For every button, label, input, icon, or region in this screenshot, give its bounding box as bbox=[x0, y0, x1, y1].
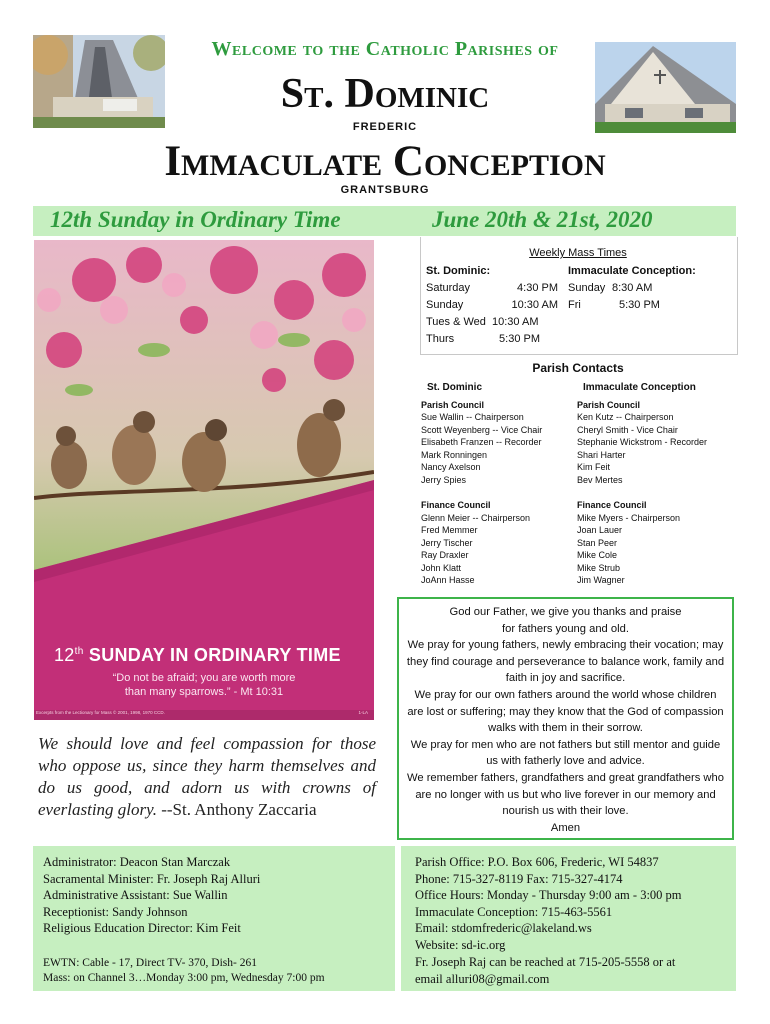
immaculate-contacts: Immaculate Conception Parish Council Ken Kutz -- Chairperson Cheryl Smith - Vice Chair Stephanie Wickstrom - Recorder Shari Harter Kim Feit Bev Mertes Finance Council Mike Myers - Chairperson Joan Lauer Stan Peer Mike Cole Mike Strub Jim Wagner bbox=[577, 382, 708, 585]
mass-times-title: Weekly Mass Times bbox=[529, 247, 627, 259]
office-info-box: Parish Office: P.O. Box 606, Frederic, WI 54837 Phone: 715-327-8119 Fax: 715-327-4174 Office Hours: Monday - Thursday 9:00 am - 3:00 pm Immaculate Conception: 715-463-5561 Email: stdomfrederic@lakeland.ws Website: sd-ic.org Fr. Joseph Raj can be reached at 715-205-5558 or at email alluri08@gmail.com bbox=[401, 846, 736, 991]
bulletin-date: June 20th & 21st, 2020 bbox=[432, 207, 653, 232]
welcome-heading: Welcome to the Catholic Parishes of bbox=[211, 38, 559, 60]
sunday-poster bbox=[34, 240, 374, 720]
poster-verse: “Do not be afraid; you are worth more than many sparrows.” - Mt 10:31 bbox=[112, 672, 296, 698]
poster-title: 12th SUNDAY IN ORDINARY TIME bbox=[54, 645, 341, 665]
st-dominic-mass-times: St. Dominic: Saturday 4:30 PM Sunday 10:30 AM Tues & Wed 10:30 AM Thurs 5:30 PM bbox=[426, 265, 558, 345]
fathers-day-prayer: God our Father, we give you thanks and praise for fathers young and old. We pray for young fathers, newly embracing their vocation; may they find courage and perseverance to balance work, family and faith in joy and sacrifice. We pray for our own fathers around the world whose children are lost or suffering; may they know that the God of compassion walks with them in their sorrow. We pray for men who are not fathers but still mentor and guide us with fatherly love and advice. We remember fathers, grandfathers and great grandfathers who are no longer with us but who live forever in our memory and nourish us with their love. Amen bbox=[397, 597, 734, 840]
st-dominic-contacts: St. Dominic Parish Council Sue Wallin -- Chairperson Scott Weyenberg -- Vice Chair Elisabeth Franzen -- Recorder Mark Ronningen Nancy Axelson Jerry Spies Finance Council Glenn Meier -- Chairperson Fred Memmer Jerry Tischer Ray Draxler John Klatt JoAnn Hasse bbox=[421, 382, 543, 585]
poster-credit: Excerpts from the Lectionary for Mass © 2001, 1998, 1970 CCD. bbox=[36, 710, 165, 715]
frederic-label: frederic bbox=[352, 117, 418, 134]
liturgical-sunday: 12th Sunday in Ordinary Time bbox=[50, 207, 341, 232]
parish-contacts-title: Parish Contacts bbox=[532, 361, 624, 375]
immaculate-mass-times: Immaculate Conception: Sunday 8:30 AM Fri 5:30 PM bbox=[568, 265, 696, 311]
immaculate-conception-title: Immaculate Conception bbox=[164, 138, 606, 185]
grantsburg-label: grantsburg bbox=[340, 180, 430, 197]
staff-info-box: Administrator: Deacon Stan Marczak Sacramental Minister: Fr. Joseph Raj Alluri Administrative Assistant: Sue Wallin Receptionist: Sandy Johnson Religious Education Director: Kim Feit EWTN: Cable - 17, Direct TV- 370, Dish- 261 Mass: on Channel 3…Monday 3:00 pm, Wednesday 7:00 pm bbox=[33, 846, 395, 991]
poster-code: 1-LA bbox=[358, 710, 368, 715]
saint-quote: We should love and feel compassion for those who oppose us, since they harm themselves and do us good, and adorn us with crowns of everlasting glory. --St. Anthony Zaccaria bbox=[38, 734, 376, 819]
st-dominic-title: St. Dominic bbox=[280, 71, 490, 117]
